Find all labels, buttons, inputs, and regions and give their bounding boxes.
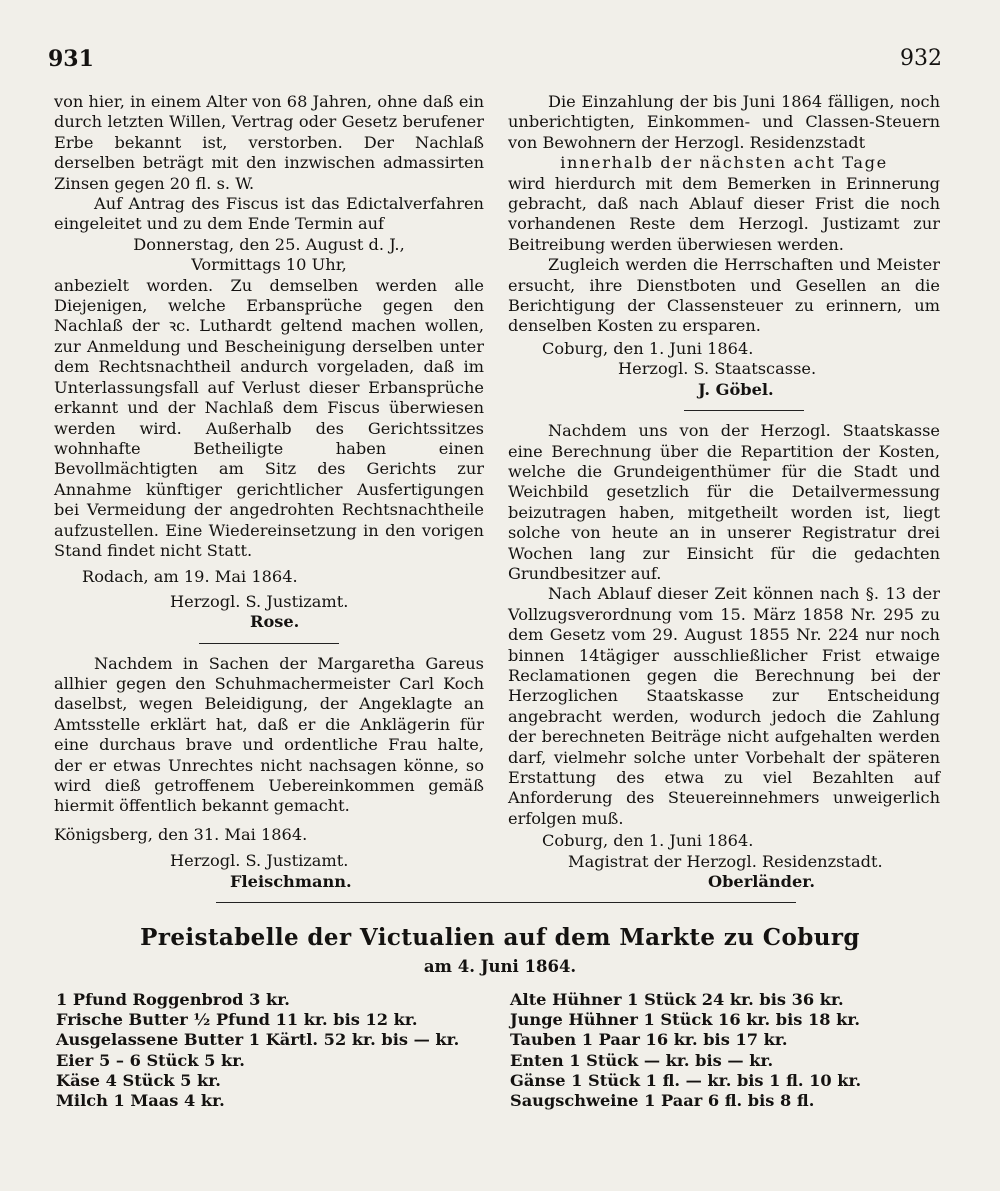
section-divider (684, 410, 804, 411)
price-list-left (56, 990, 476, 1111)
hearing-date: Donnerstag, den 25. August d. J., (133, 234, 405, 254)
hearing-time: Vormittags 10 Uhr, (191, 255, 347, 275)
notice-paragraph: Die Einzahlung der bis Juni 1864 fälligen, noch unberichtigten, Einkommen- und Classen-Steuern von Bewohnern der Herzogl. Residenzstadt (508, 92, 940, 152)
notice-paragraph: Nachdem in Sachen der Margaretha Gareus allhier gegen den Schuhmachermeister Carl Koch daselbst, wegen Beleidigung, der Angeklagte an Amtsstelle erklärt hat, daß er die Anklägerin für eine durchaus brave und ordentliche Frau halte, der er etwas Unrechtes nicht nachsagen könne, so wird dieß getroffenem Uebereinkommen gemäß hiermit öffentlich bekannt gemacht. (54, 653, 484, 816)
apology-notice (54, 654, 484, 892)
price-item: Frische Butter ½ Pfund 11 kr. bis 12 kr. (56, 1010, 418, 1030)
price-item: Enten 1 Stück — kr. bis — kr. (510, 1050, 774, 1070)
price-item: Milch 1 Maas 4 kr. (56, 1091, 225, 1111)
deadline-line: innerhalb der nächsten acht Tage (560, 153, 888, 173)
notice-paragraph: Auf Antrag des Fiscus ist das Edictalverfahren eingeleitet und zu dem Ende Termin auf (54, 194, 484, 234)
signature-place-date: Rodach, am 19. Mai 1864. (82, 567, 298, 587)
price-item: Eier 5 – 6 Stück 5 kr. (56, 1050, 245, 1070)
right-column (508, 92, 940, 892)
signature-name: J. Göbel. (698, 379, 774, 399)
survey-notice (508, 421, 940, 892)
price-item: Saugschweine 1 Paar 6 fl. bis 8 fl. (510, 1091, 815, 1111)
price-item: Ausgelassene Butter 1 Kärtl. 52 kr. bis — kr. (56, 1030, 460, 1050)
price-table-date: am 4. Juni 1864. (423, 957, 577, 976)
price-list-right (510, 990, 950, 1111)
section-divider (199, 643, 339, 644)
price-item: Käse 4 Stück 5 kr. (56, 1070, 221, 1090)
notice-paragraph: Zugleich werden die Herrschaften und Meister ersucht, ihre Dienstboten und Gesellen an die Berichtigung der Classensteuer zu erinnern, um denselben Kosten zu ersparen. (508, 255, 940, 336)
price-item: Junge Hühner 1 Stück 16 kr. bis 18 kr. (510, 1010, 861, 1030)
notice-paragraph: Nach Ablauf dieser Zeit können nach §. 13 der Vollzugsverordnung vom 15. März 1858 Nr. 295 zu dem Gesetz vom 29. August 1855 Nr. 224 nur noch binnen 14tägiger ausschließlicher Frist etwaige Reclamationen gegen die Berechnung bei der Herzoglichen Staatskasse zur Entscheidung angebracht werden, wodurch jedoch die Zahlung der berechneten Beiträge nicht aufgehalten werden darf, vielmehr solche unter Vorbehalt der späteren Erstattung des etwa zu viel Bezahlten auf Anforderung des Steuereinnehmers unweigerlich erfolgen muß. (508, 584, 940, 828)
notice-paragraph: anbezielt worden. Zu demselben werden alle Diejenigen, welche Erbansprüche gegen den Nachlaß der ꝛc. Luthardt geltend machen wollen, zur Anmeldung und Bescheinigung derselben unter dem Rechtsnachtheil andurch vorgeladen, daß im Unterlassungsfall auf Verlust dieser Erbansprüche erkannt und der Nachlaß dem Fiscus überwiesen werden wird. Außerhalb des Gerichtssitzes wohnhafte Betheiligte haben einen Bevollmächtigten am Sitz des Gerichts zur Annahme künftiger gerichtlicher Ausfertigungen bei Vermeidung der angedrohten Rechtsnachtheile aufzustellen. Eine Wiedereinsetzung in den vorigen Stand findet nicht Statt. (54, 275, 484, 560)
signature-authority: Herzogl. S. Staatscasse. (618, 359, 817, 379)
section-divider (216, 902, 796, 903)
notice-paragraph: von hier, in einem Alter von 68 Jahren, ohne daß ein durch letzten Willen, Vertrag oder Gesetz berufener Erbe bekannt ist, verstorben. Der Nachlaß derselben beträgt mit den inzwischen admassirten Zinsen gegen 20 fl. s. W. (54, 92, 484, 193)
signature-authority: Herzogl. S. Justizamt. (170, 591, 349, 611)
signature-authority: Herzogl. S. Justizamt. (170, 851, 349, 871)
signature-name: Fleischmann. (230, 871, 352, 891)
tax-notice (508, 92, 940, 400)
estate-notice (54, 92, 484, 633)
signature-place-date: Königsberg, den 31. Mai 1864. (54, 824, 308, 844)
price-item: Tauben 1 Paar 16 kr. bis 17 kr. (510, 1030, 788, 1050)
signature-place-date: Coburg, den 1. Juni 1864. (542, 338, 754, 358)
notice-paragraph: wird hierdurch mit dem Bemerken in Erinnerung gebracht, daß nach Ablauf dieser Frist die noch vorhandenen Reste dem Herzogl. Justizamt zur Beitreibung werden überwiesen werden. (508, 173, 940, 254)
signature-authority: Magistrat der Herzogl. Residenzstadt. (568, 851, 883, 871)
price-item: 1 Pfund Roggenbrod 3 kr. (56, 990, 290, 1009)
signature-name: Rose. (250, 612, 300, 632)
price-item: Alte Hühner 1 Stück 24 kr. bis 36 kr. (510, 990, 844, 1009)
price-item: Gänse 1 Stück 1 fl. — kr. bis 1 fl. 10 kr. (510, 1070, 862, 1090)
price-table-title: Preistabelle der Victualien auf dem Markte zu Coburg (140, 924, 860, 951)
left-column (54, 92, 484, 892)
notice-paragraph: Nachdem uns von der Herzogl. Staatskasse eine Berechnung über die Repartition der Kosten, welche die Grundeigenthümer für die Stadt und Weichbild gesetzlich für die Detailvermessung beizutragen haben, mitgetheilt worden ist, liegt solche von heute an in unserer Registratur drei Wochen lang zur Einsicht für die gedachten Grundbesitzer auf. (508, 421, 940, 583)
page-number-left: 931 (48, 46, 94, 72)
signature-place-date: Coburg, den 1. Juni 1864. (542, 831, 754, 851)
page-number-right: 932 (900, 46, 942, 71)
signature-name: Oberländer. (708, 872, 815, 892)
